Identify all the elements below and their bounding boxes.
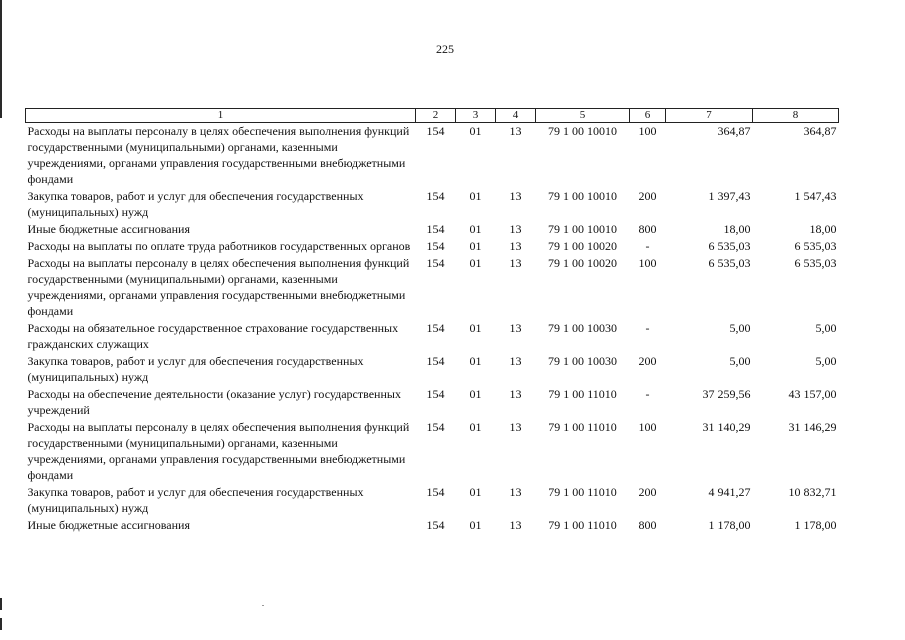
table-row: [26, 187, 839, 220]
amount-col7: 4 941,27: [708, 485, 751, 499]
expense-name: Расходы на выплаты персоналу в целях обеспечения выполнения функций государственными (муниципальными) органами, казенными учреждениями, органами управления государственными внебюджетными фондами: [27, 256, 410, 318]
scan-left-mark: [0, 598, 2, 610]
subsection-code: 13: [509, 321, 522, 335]
expense-type-code: 800: [638, 222, 657, 236]
subsection-code: 13: [509, 354, 522, 368]
amount-col7: 364,87: [717, 124, 751, 138]
amount-col8: 43 157,00: [788, 387, 837, 401]
page-number: 225: [436, 42, 454, 56]
target-article-code: 79 1 00 11010: [548, 387, 617, 401]
table-row: [26, 352, 839, 385]
scan-left-edge: [0, 0, 2, 118]
expense-type-code: -: [645, 239, 650, 253]
amount-col7: 1 397,43: [708, 189, 751, 203]
amount-col8: 18,00: [809, 222, 837, 236]
scan-speck: [262, 605, 264, 606]
ministry-code: 154: [426, 387, 445, 401]
column-header: 1: [26, 109, 416, 123]
section-code: 01: [469, 222, 482, 236]
subsection-code: 13: [509, 518, 522, 532]
table-row: [26, 237, 839, 254]
ministry-code: 154: [426, 222, 445, 236]
target-article-code: 79 1 00 10030: [548, 354, 617, 368]
ministry-code: 154: [426, 239, 445, 253]
subsection-code: 13: [509, 387, 522, 401]
subsection-code: 13: [509, 485, 522, 499]
section-code: 01: [469, 354, 482, 368]
column-header: 3: [456, 109, 496, 123]
amount-col7: 37 259,56: [702, 387, 751, 401]
column-header: 4: [496, 109, 536, 123]
subsection-code: 13: [509, 256, 522, 270]
expense-name: Закупка товаров, работ и услуг для обеспечения государственных (муниципальных) нужд: [27, 354, 364, 384]
column-header: 8: [753, 109, 839, 123]
section-code: 01: [469, 256, 482, 270]
target-article-code: 79 1 00 10010: [548, 189, 617, 203]
target-article-code: 79 1 00 10020: [548, 256, 617, 270]
expense-type-code: 800: [638, 518, 657, 532]
expense-type-code: 200: [638, 354, 657, 368]
section-code: 01: [469, 239, 482, 253]
section-code: 01: [469, 518, 482, 532]
ministry-code: 154: [426, 518, 445, 532]
target-article-code: 79 1 00 10030: [548, 321, 617, 335]
ministry-code: 154: [426, 420, 445, 434]
amount-col7: 1 178,00: [708, 518, 751, 532]
expense-name: Расходы на выплаты персоналу в целях обеспечения выполнения функций государственными (муниципальными) органами, казенными учреждениями, органами управления государственными внебюджетными фондами: [27, 420, 410, 482]
subsection-code: 13: [509, 239, 522, 253]
column-header: 2: [416, 109, 456, 123]
expense-name: Расходы на выплаты по оплате труда работников государственных органов: [27, 239, 411, 253]
amount-col8: 31 146,29: [788, 420, 837, 434]
expense-type-code: 100: [638, 256, 657, 270]
amount-col8: 6 535,03: [794, 256, 837, 270]
amount-col8: 10 832,71: [788, 485, 837, 499]
table-row: [26, 385, 839, 418]
table-row: [26, 220, 839, 237]
section-code: 01: [469, 485, 482, 499]
target-article-code: 79 1 00 11010: [548, 518, 617, 532]
ministry-code: 154: [426, 321, 445, 335]
table-row: [26, 319, 839, 352]
table-row: [26, 483, 839, 516]
column-header: 5: [536, 109, 630, 123]
target-article-code: 79 1 00 10010: [548, 124, 617, 138]
subsection-code: 13: [509, 420, 522, 434]
ministry-code: 154: [426, 485, 445, 499]
amount-col7: 6 535,03: [708, 256, 751, 270]
expense-name: Иные бюджетные ассигнования: [27, 518, 190, 532]
ministry-code: 154: [426, 354, 445, 368]
section-code: 01: [469, 124, 482, 138]
section-code: 01: [469, 189, 482, 203]
amount-col8: 5,00: [815, 354, 837, 368]
expense-name: Иные бюджетные ассигнования: [27, 222, 190, 236]
subsection-code: 13: [509, 222, 522, 236]
table-row: [26, 123, 839, 188]
target-article-code: 79 1 00 10010: [548, 222, 617, 236]
amount-col8: 5,00: [815, 321, 837, 335]
ministry-code: 154: [426, 189, 445, 203]
expense-type-code: 100: [638, 420, 657, 434]
amount-col7: 18,00: [723, 222, 751, 236]
table-row: [26, 254, 839, 319]
section-code: 01: [469, 321, 482, 335]
expense-name: Расходы на обеспечение деятельности (оказание услуг) государственных учреждений: [27, 387, 401, 417]
section-code: 01: [469, 420, 482, 434]
amount-col8: 6 535,03: [794, 239, 837, 253]
subsection-code: 13: [509, 124, 522, 138]
amount-col7: 31 140,29: [702, 420, 751, 434]
column-header: 6: [630, 109, 666, 123]
ministry-code: 154: [426, 124, 445, 138]
subsection-code: 13: [509, 189, 522, 203]
amount-col7: 5,00: [729, 354, 751, 368]
expense-type-code: 200: [638, 189, 657, 203]
amount-col8: 364,87: [803, 124, 837, 138]
column-header: 7: [666, 109, 753, 123]
expense-type-code: -: [645, 321, 650, 335]
expense-name: Закупка товаров, работ и услуг для обеспечения государственных (муниципальных) нужд: [27, 485, 364, 515]
scan-left-mark: [0, 618, 2, 630]
expense-name: Закупка товаров, работ и услуг для обеспечения государственных (муниципальных) нужд: [27, 189, 364, 219]
section-code: 01: [469, 387, 482, 401]
expense-name: Расходы на выплаты персоналу в целях обеспечения выполнения функций государственными (муниципальными) органами, казенными учреждениями, органами управления государственными внебюджетными фондами: [27, 124, 410, 186]
amount-col8: 1 547,43: [794, 189, 837, 203]
budget-table: [25, 108, 839, 533]
expense-type-code: 100: [638, 124, 657, 138]
amount-col8: 1 178,00: [794, 518, 837, 532]
table-row: [26, 418, 839, 483]
expense-type-code: 200: [638, 485, 657, 499]
target-article-code: 79 1 00 11010: [548, 485, 617, 499]
target-article-code: 79 1 00 11010: [548, 420, 617, 434]
table-header-row: [26, 109, 839, 123]
expense-name: Расходы на обязательное государственное страхование государственных гражданских служащих: [27, 321, 399, 351]
amount-col7: 5,00: [729, 321, 751, 335]
table-row: [26, 516, 839, 533]
amount-col7: 6 535,03: [708, 239, 751, 253]
expense-type-code: -: [645, 387, 650, 401]
target-article-code: 79 1 00 10020: [548, 239, 617, 253]
ministry-code: 154: [426, 256, 445, 270]
